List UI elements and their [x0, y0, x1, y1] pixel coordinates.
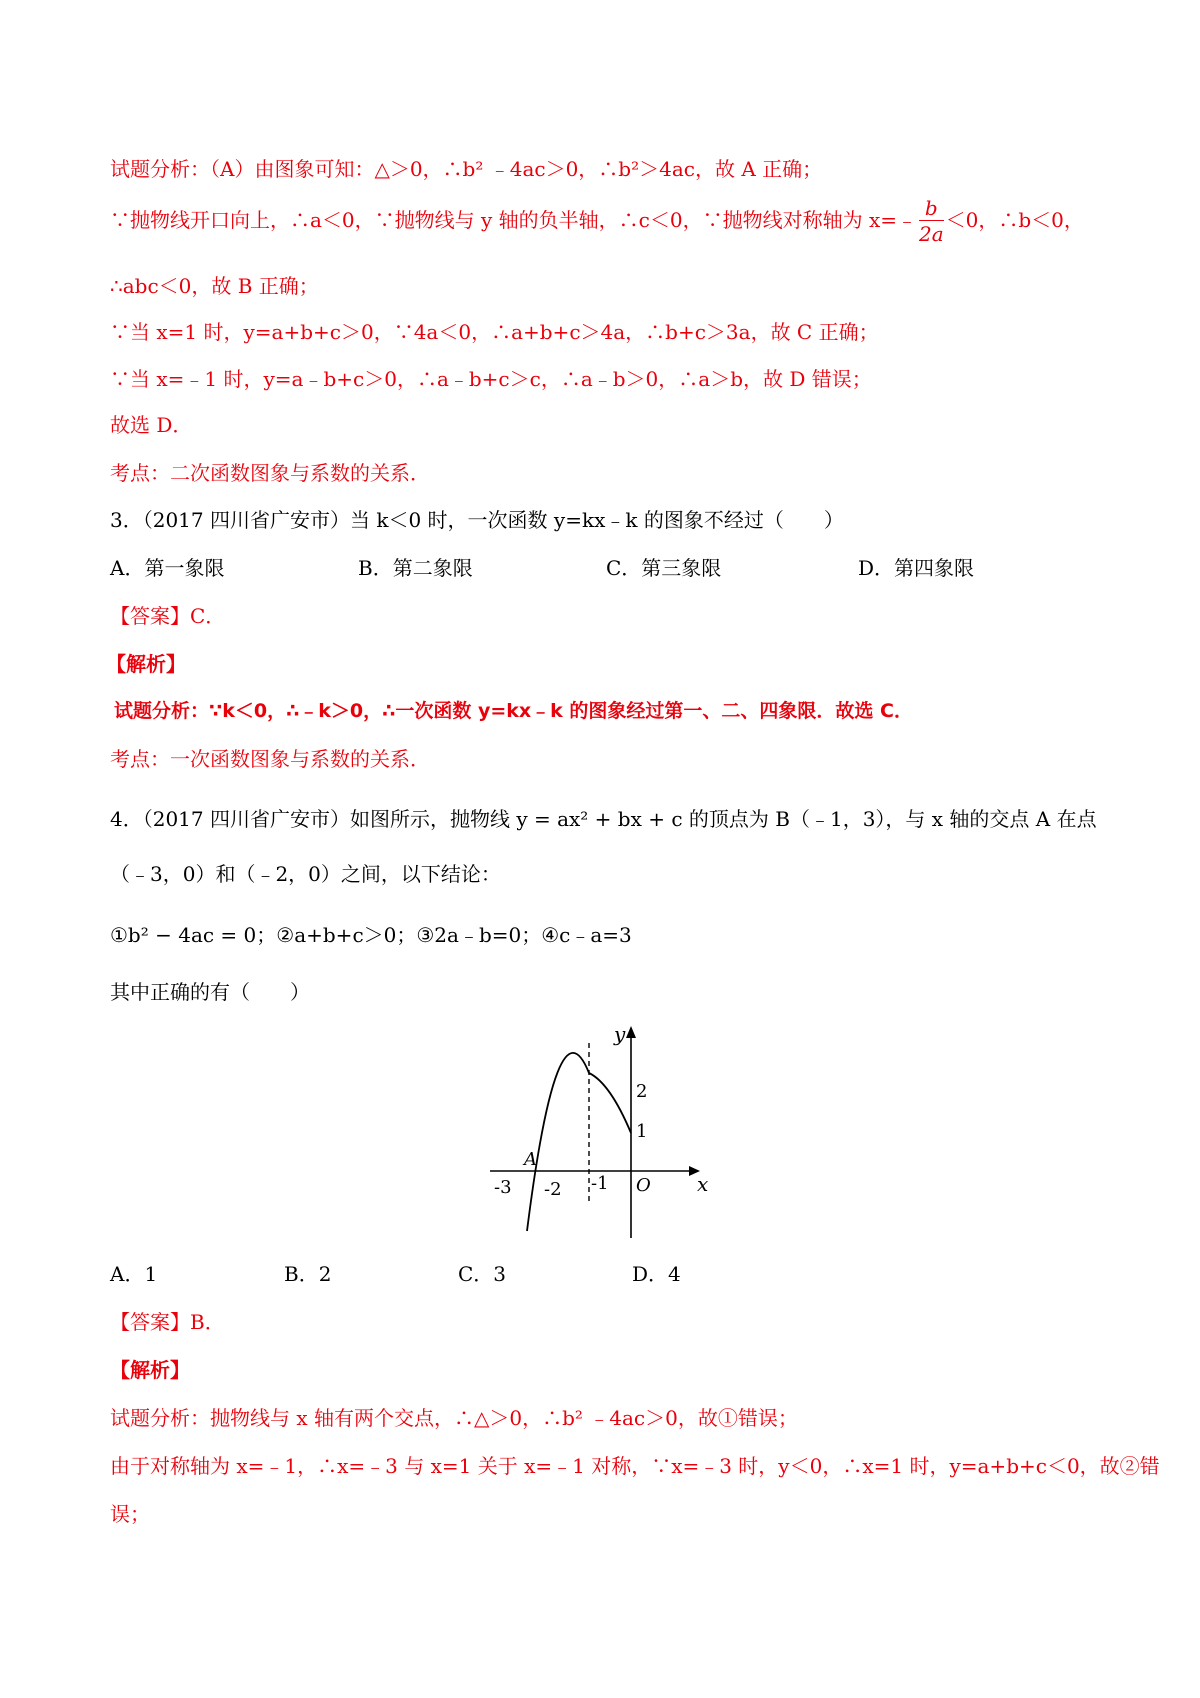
- fraction-denominator: 2a: [918, 222, 944, 246]
- q4-option-b: B．2: [284, 1262, 332, 1286]
- q4-options: [110, 1260, 710, 1288]
- q4-option-d: D．4: [632, 1262, 681, 1286]
- q4-question: 其中正确的有（ ）: [110, 980, 310, 1004]
- q4-stem-line-2: （﹣3，0）和（﹣2，0）之间，以下结论：: [110, 862, 501, 886]
- kaodian-prev: 考点：二次函数图象与系数的关系．: [110, 461, 430, 485]
- point-a-label: A: [524, 1149, 537, 1170]
- q3-kaodian: 考点：一次函数图象与系数的关系．: [110, 747, 430, 771]
- q4-analysis-line-1: 试题分析：抛物线与 x 轴有两个交点，∴△＞0，∴b² ﹣4ac＞0，故①错误；: [110, 1406, 798, 1430]
- parabola-graph: [490, 1023, 710, 1238]
- q4-option-a: A．1: [110, 1262, 158, 1286]
- q3-analysis: 试题分析：∵k＜0，∴﹣k＞0，∴一次函数 y=kx﹣k 的图象经过第一、二、四象限．故选 C．: [114, 700, 913, 722]
- tick-x-neg3: -3: [494, 1177, 512, 1198]
- q3-option-b: B．第二象限: [358, 556, 473, 580]
- q4-analysis-line-3: 误；: [110, 1502, 150, 1526]
- analysis-line-2-post: ＜0，∴b＜0，: [945, 208, 1084, 232]
- tick-x-neg1: -1: [591, 1173, 609, 1194]
- q4-answer: 【答案】B．: [110, 1310, 225, 1334]
- fraction-numerator: b: [919, 196, 944, 221]
- q3-option-c: C．第三象限: [606, 556, 722, 580]
- analysis-line-2-pre: ∵抛物线开口向上，∴a＜0，∵抛物线与 y 轴的负半轴，∴c＜0，∵抛物线对称轴为 x=﹣: [110, 208, 917, 232]
- analysis-line-3: ∴abc＜0，故 B 正确；: [110, 274, 319, 298]
- y-axis-label: y: [614, 1023, 626, 1046]
- q4-stem-line-1: 4．（2017 四川省广安市）如图所示，抛物线 y = ax² + bx + c 的顶点为 B（﹣1，3），与 x 轴的交点 A 在点: [110, 807, 1097, 831]
- analysis-line-6: 故选 D．: [110, 413, 193, 437]
- q4-analysis-line-2: 由于对称轴为 x=﹣1，∴x=﹣3 与 x=1 关于 x=﹣1 对称，∵x=﹣3 时，y＜0，∴x=1 时，y=a+b+c＜0，故②错: [110, 1454, 1160, 1478]
- analysis-line-2: [110, 196, 1084, 247]
- q3-option-d: D．第四象限: [858, 556, 975, 580]
- q3-answer: 【答案】C．: [110, 604, 226, 628]
- tick-x-neg2: -2: [544, 1179, 562, 1200]
- y-axis-arrow: [626, 1026, 636, 1038]
- q3-option-a: A．第一象限: [110, 556, 225, 580]
- tick-y-1: 1: [636, 1121, 648, 1142]
- origin-label: O: [636, 1175, 651, 1196]
- analysis-line-5: ∵当 x=﹣1 时，y=a﹣b+c＞0，∴a﹣b+c＞c，∴a﹣b＞0，∴a＞b，故 D 错误；: [110, 367, 872, 391]
- tick-y-2: 2: [636, 1081, 648, 1102]
- x-axis-label: x: [697, 1172, 709, 1196]
- analysis-line-1: 试题分析：（A）由图象可知：△＞0，∴b² ﹣4ac＞0，∴b²＞4ac，故 A 正确；: [110, 157, 823, 181]
- parabola-curve: [527, 1053, 631, 1231]
- q3-options: [110, 554, 1010, 582]
- analysis-line-4: ∵当 x=1 时，y=a+b+c＞0，∵4a＜0，∴a+b+c＞4a，∴b+c＞3a，故 C 正确；: [110, 320, 879, 344]
- fraction: [919, 196, 944, 247]
- q4-option-c: C．3: [458, 1262, 507, 1286]
- q4-conclusions: ①b² − 4ac = 0；②a+b+c＞0；③2a﹣b=0；④c﹣a=3: [110, 923, 632, 947]
- q3-jiexi: 【解析】: [106, 652, 186, 676]
- q3-stem: 3．（2017 四川省广安市）当 k＜0 时，一次函数 y=kx﹣k 的图象不经过（ ）: [110, 508, 844, 532]
- q4-jiexi: 【解析】: [110, 1358, 190, 1382]
